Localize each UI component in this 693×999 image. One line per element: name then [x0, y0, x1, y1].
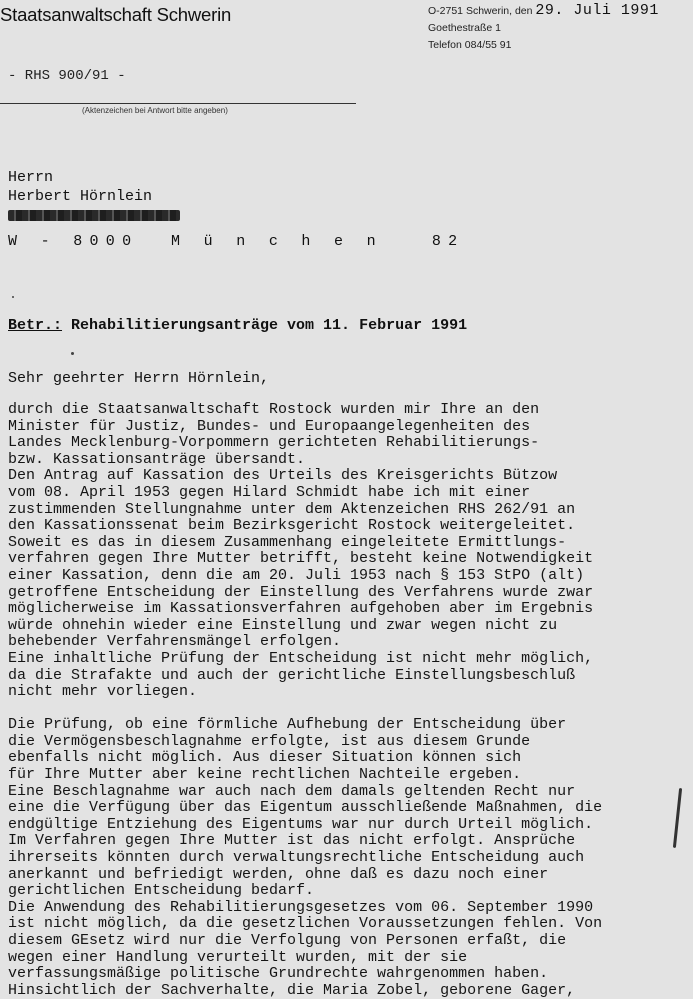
reference-rule	[0, 103, 356, 104]
scan-speck	[12, 296, 14, 298]
body-line: Die Anwendung des Rehabilitierungsgesetzes vom 06. September 1990	[8, 898, 594, 916]
body-line: anerkannt und befriedigt werden, ohne daß es dazu noch einer	[8, 865, 549, 883]
body-line: da die Strafakte und auch der gerichtliche Einstellungsbeschluß	[8, 666, 576, 684]
body-line: verfassungsmäßige politische Grundrechte wahrgenommen haben.	[8, 965, 549, 983]
place-date-line	[428, 2, 659, 20]
recipient-city: W - 8000 M ü n c h e n 82	[8, 233, 465, 250]
body-line: gerichtlichen Entscheidung bedarf.	[8, 882, 315, 900]
body-line: ebenfalls nicht möglich. Aus dieser Situation können sich	[8, 749, 522, 767]
letter-body	[8, 402, 693, 999]
body-line: behebender Verfahrensmängel erfolgen.	[8, 633, 342, 651]
body-line: die Vermögensbeschlagnahme erfolgte, ist aus diesem Grunde	[8, 732, 531, 750]
paragraph-gap	[8, 701, 693, 718]
subject-prefix: Betr.:	[8, 317, 63, 334]
body-line: Soweit es das in diesem Zusammenhang eingeleitete Ermittlungs-	[8, 533, 567, 551]
place-prefix: O-2751 Schwerin, den	[428, 5, 533, 17]
body-line: ist nicht möglich, da die gesetzlichen Voraussetzungen fehlen. Von	[8, 915, 603, 933]
body-line: den Kassationssenat beim Bezirksgericht Rostock weitergeleitet.	[8, 517, 576, 535]
recipient-salutation: Herrn	[8, 169, 54, 186]
body-line: Hinsichtlich der Sachverhalte, die Maria Zobel, geborene Gager,	[8, 981, 576, 999]
body-line: durch die Staatsanwaltschaft Rostock wurden mir Ihre an den	[8, 401, 540, 418]
body-line: würde ohnehin wieder eine Einstellung und zwar wegen nicht zu	[8, 616, 558, 634]
scan-speck	[71, 352, 74, 355]
body-line: verfahren gegen Ihre Mutter betrifft, besteht keine Notwendigkeit	[8, 550, 594, 568]
body-line: für Ihre Mutter aber keine rechtlichen Nachteile ergeben.	[8, 766, 522, 784]
body-line: Eine Beschlagnahme war auch nach dem damals geltenden Recht nur	[8, 782, 576, 800]
sender-address-block	[428, 2, 659, 54]
reference-number: - RHS 900/91 -	[8, 68, 126, 84]
body-line: Eine inhaltliche Prüfung der Entscheidung ist nicht mehr möglich,	[8, 649, 594, 667]
body-line: ihrerseits könnten durch verwaltungsrechtliche Entscheidung auch	[8, 849, 585, 867]
subject-line	[8, 317, 467, 334]
letter-date: 29. Juli 1991	[535, 2, 659, 19]
recipient-block	[8, 168, 180, 227]
body-line: getroffene Entscheidung der Einstellung des Verfahrens wurde zwar	[8, 583, 594, 601]
body-line: einer Kassation, denn die am 20. Juli 1953 nach § 153 StPO (alt)	[8, 566, 585, 584]
recipient-name: Herbert Hörnlein	[8, 188, 153, 205]
reference-hint: (Aktenzeichen bei Antwort bitte angeben)	[82, 106, 228, 115]
phone: Telefon 084/55 91	[428, 39, 512, 51]
body-line: wegen einer Handlung verurteilt wurden, mit der sie	[8, 948, 468, 966]
body-line: nicht mehr vorliegen.	[8, 683, 198, 701]
body-line: endgültige Entziehung des Eigentums war nur durch Urteil möglich.	[8, 815, 594, 833]
body-line: zustimmenden Stellungnahme unter dem Aktenzeichen RHS 262/91 an	[8, 500, 576, 518]
street: Goethestraße 1	[428, 22, 501, 34]
body-line: Landes Mecklenburg-Vorpommern gerichteten Rehabilitierungs-	[8, 434, 540, 452]
subject-text: Rehabilitierungsanträge vom 11. Februar 1991	[62, 317, 468, 334]
greeting: Sehr geehrter Herrn Hörnlein,	[8, 370, 270, 387]
body-line: Den Antrag auf Kassation des Urteils des Kreisgerichts Bützow	[8, 467, 558, 485]
body-line: diesem GEsetz wird nur die Verfolgung von Personen erfaßt, die	[8, 932, 567, 949]
body-line: eine die Verfügung über das Eigentum ausschließende Maßnahmen, die	[8, 799, 603, 817]
redacted-street	[8, 210, 180, 221]
body-line: Im Verfahren gegen Ihre Mutter ist das nicht erfolgt. Ansprüche	[8, 832, 576, 850]
body-line: Die Prüfung, ob eine förmliche Aufhebung der Entscheidung über	[8, 716, 567, 734]
office-name: Staatsanwaltschaft Schwerin	[0, 4, 232, 25]
body-line: möglicherweise im Kassationsverfahren aufgehoben aber im Ergebnis	[8, 600, 594, 618]
body-line: bzw. Kassationsanträge übersandt.	[8, 450, 306, 468]
body-line: Minister für Justiz, Bundes- und Europaangelegenheiten des	[8, 417, 531, 435]
body-line: vom 08. April 1953 gegen Hilard Schmidt habe ich mit einer	[8, 483, 531, 501]
